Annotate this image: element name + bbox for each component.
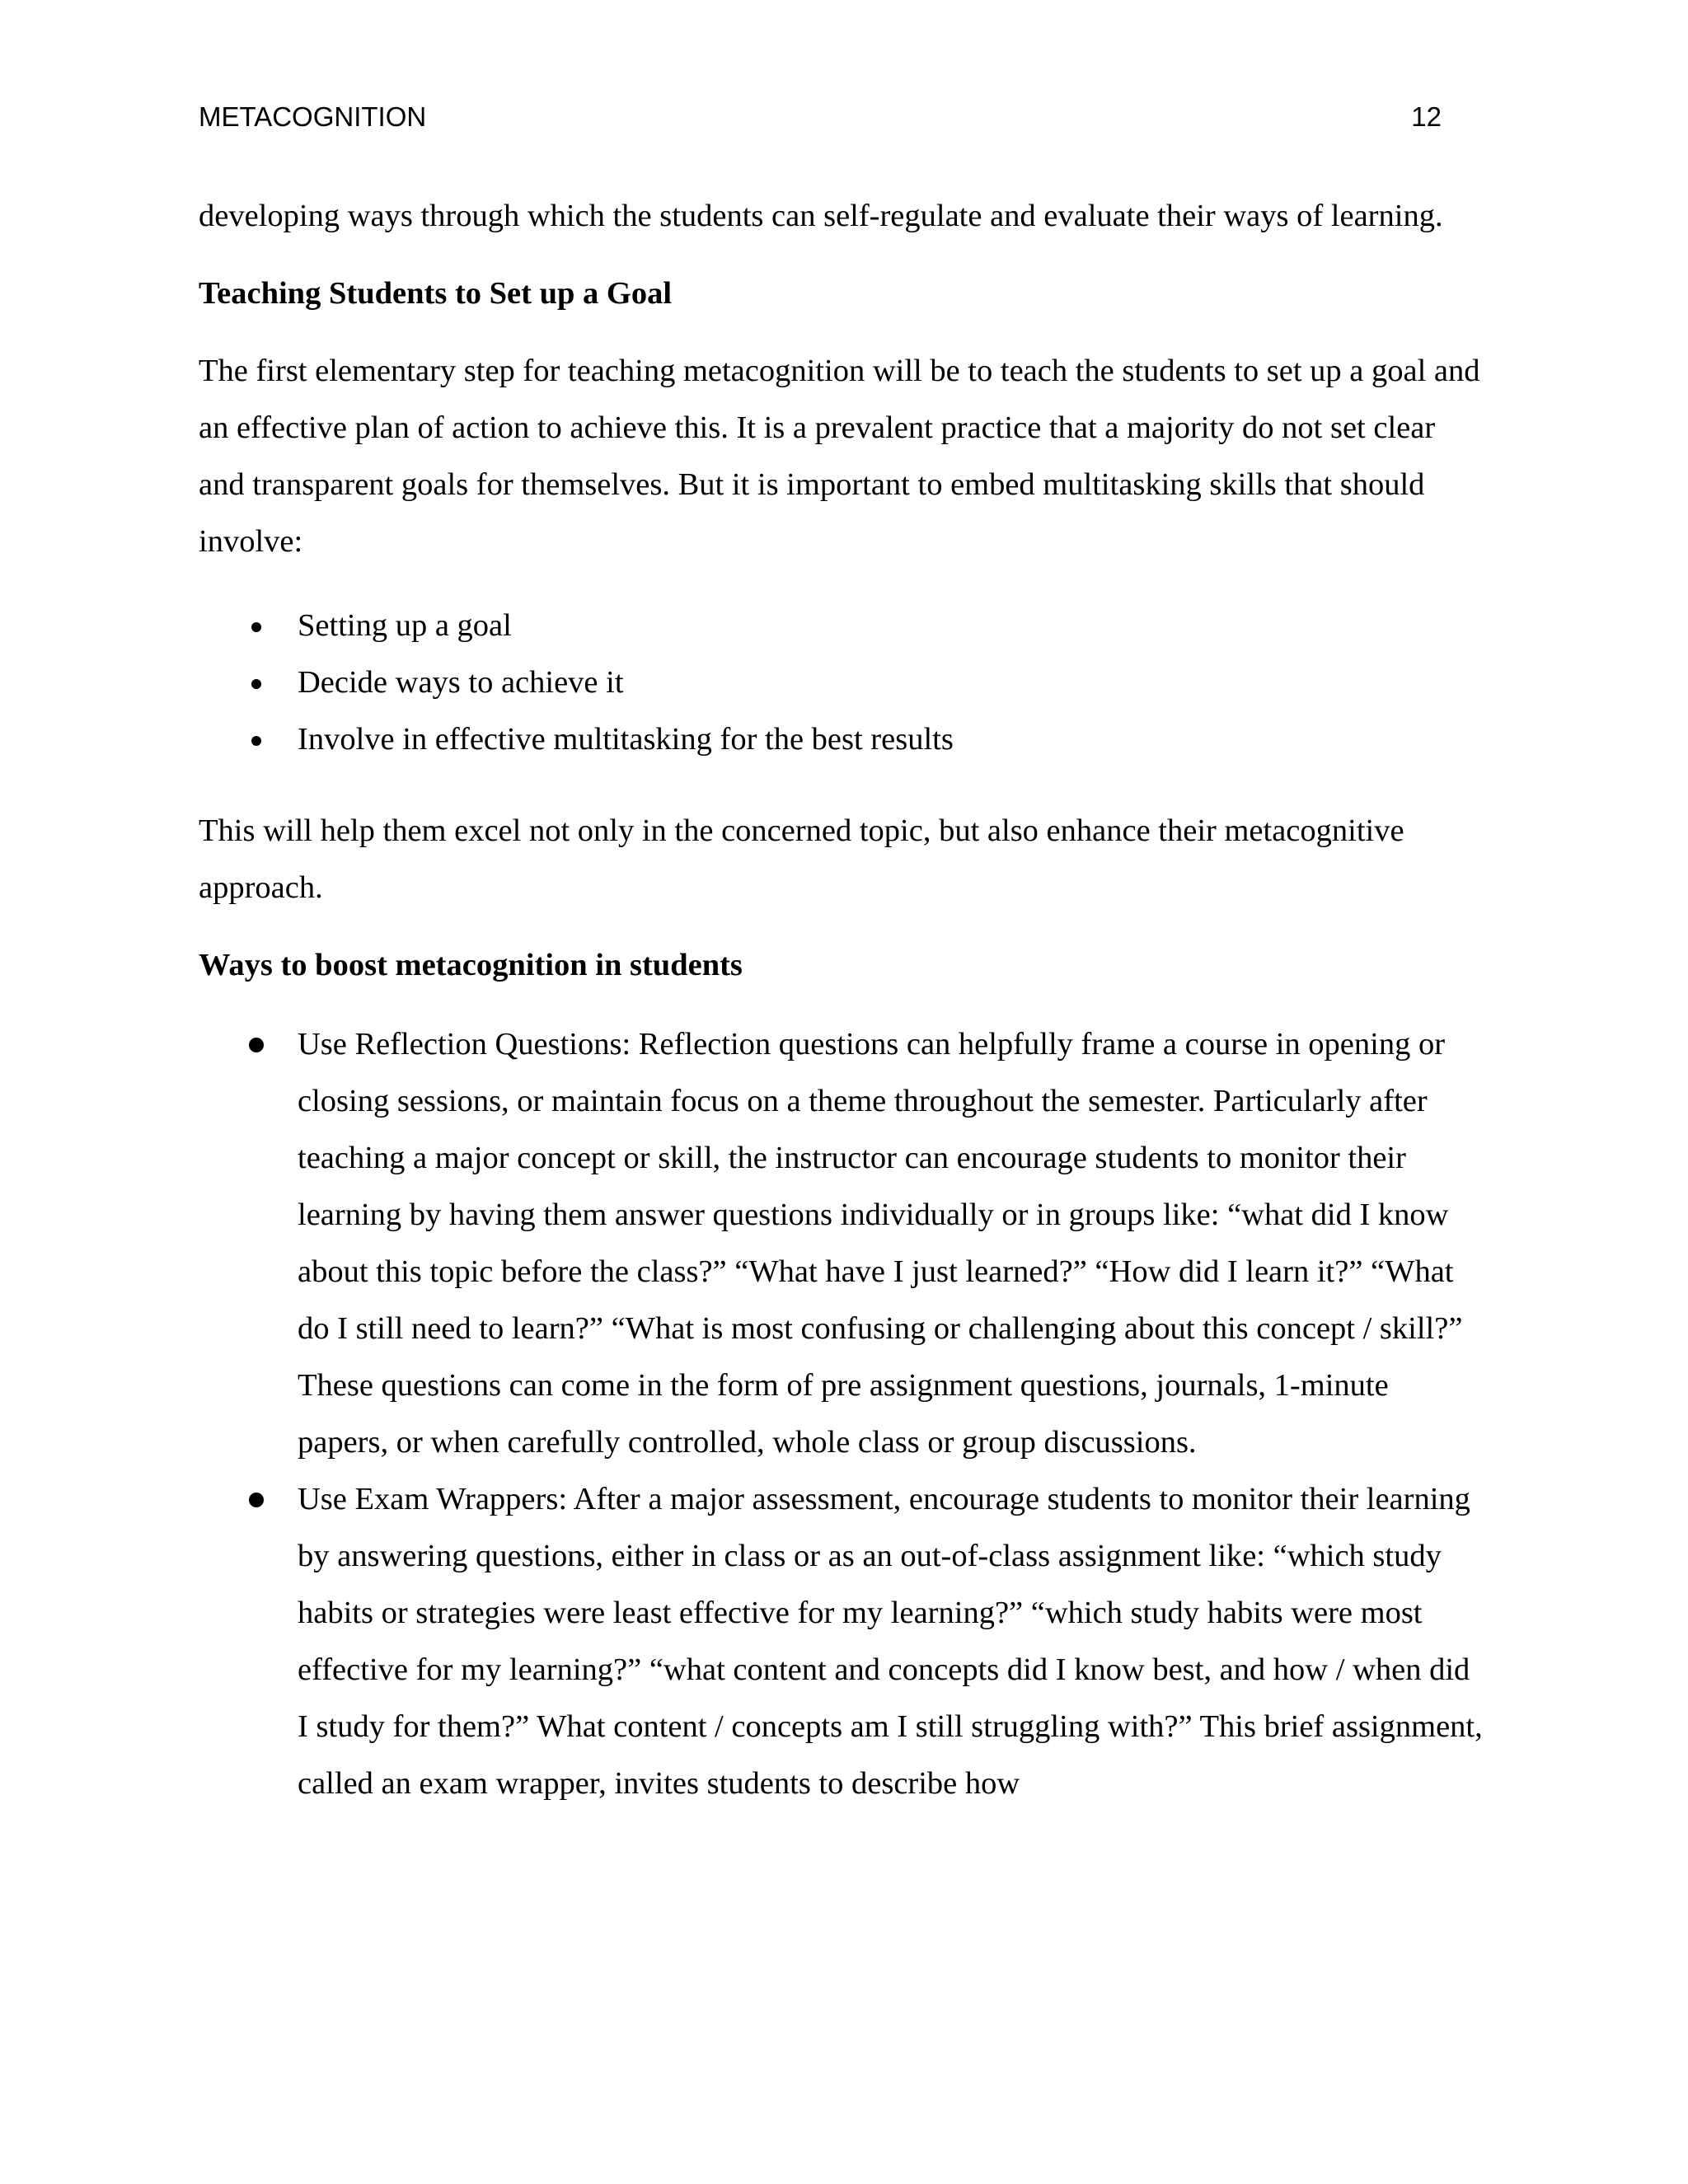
closing-paragraph: This will help them excel not only in the concerned topic, but also enhance their metacognitive approach. bbox=[199, 813, 1404, 905]
list-item bbox=[199, 654, 1484, 711]
intro-paragraph: developing ways through which the students can self-regulate and evaluate their ways of learning. bbox=[199, 199, 1443, 233]
list-item bbox=[199, 711, 1484, 768]
list-item-text: Involve in effective multitasking for the best results bbox=[298, 722, 954, 757]
list-item-text: Setting up a goal bbox=[298, 608, 512, 643]
bullet-icon bbox=[251, 622, 261, 632]
goal-paragraph: The first elementary step for teaching metacognition will be to teach the students to set up a goal and an effective plan of action to achieve this. It is a prevalent practice that a majority do not set clear and transparent goals for themselves. But it is important to embed multitasking skills that should involve: bbox=[199, 354, 1480, 559]
list-item bbox=[199, 598, 1484, 654]
list-item bbox=[199, 1471, 1484, 1812]
list-item bbox=[199, 1016, 1484, 1471]
list-item-text: Use Reflection Questions: Reflection questions can helpfully frame a course in opening or closing sessions, or maintain focus on a theme throughout the semester. Particularly after teaching a major concept or skill, the instructor can encourage students to monitor their learning by having them answer questions individually or in groups like: “what did I know about this topic before the class?” “What have I just learned?” “How did I learn it?” “What do I still need to learn?” “What is most confusing or challenging about this concept / skill?” These questions can come in the form of pre assignment questions, journals, 1-minute papers, or when carefully controlled, whole class or group discussions. bbox=[298, 1027, 1463, 1460]
section-heading-boost: Ways to boost metacognition in students bbox=[199, 948, 743, 982]
running-header bbox=[199, 92, 1442, 142]
bullet-icon bbox=[249, 1038, 264, 1052]
bullet-icon bbox=[251, 736, 261, 746]
running-header-title: METACOGNITION bbox=[199, 101, 427, 132]
section-heading-goal: Teaching Students to Set up a Goal bbox=[199, 276, 673, 311]
list-item-text: Use Exam Wrappers: After a major assessment, encourage students to monitor their learning by answering questions, either in class or as an out-of-class assignment like: “which study habits or strategies were least effective for my learning?” “which study habits were most effective for my learning?” “what content and concepts did I know best, and how / when did I study for them?” What content / concepts am I still struggling with?” This brief assignment, called an exam wrapper, invites students to describe how bbox=[298, 1482, 1483, 1801]
page-number: 12 bbox=[1411, 101, 1442, 132]
boost-bullet-list bbox=[199, 1016, 1484, 1812]
list-item-text: Decide ways to achieve it bbox=[298, 665, 624, 700]
document-body bbox=[199, 188, 1484, 1812]
goal-bullet-list bbox=[199, 598, 1484, 768]
bullet-icon bbox=[251, 679, 261, 689]
bullet-icon bbox=[249, 1493, 264, 1507]
